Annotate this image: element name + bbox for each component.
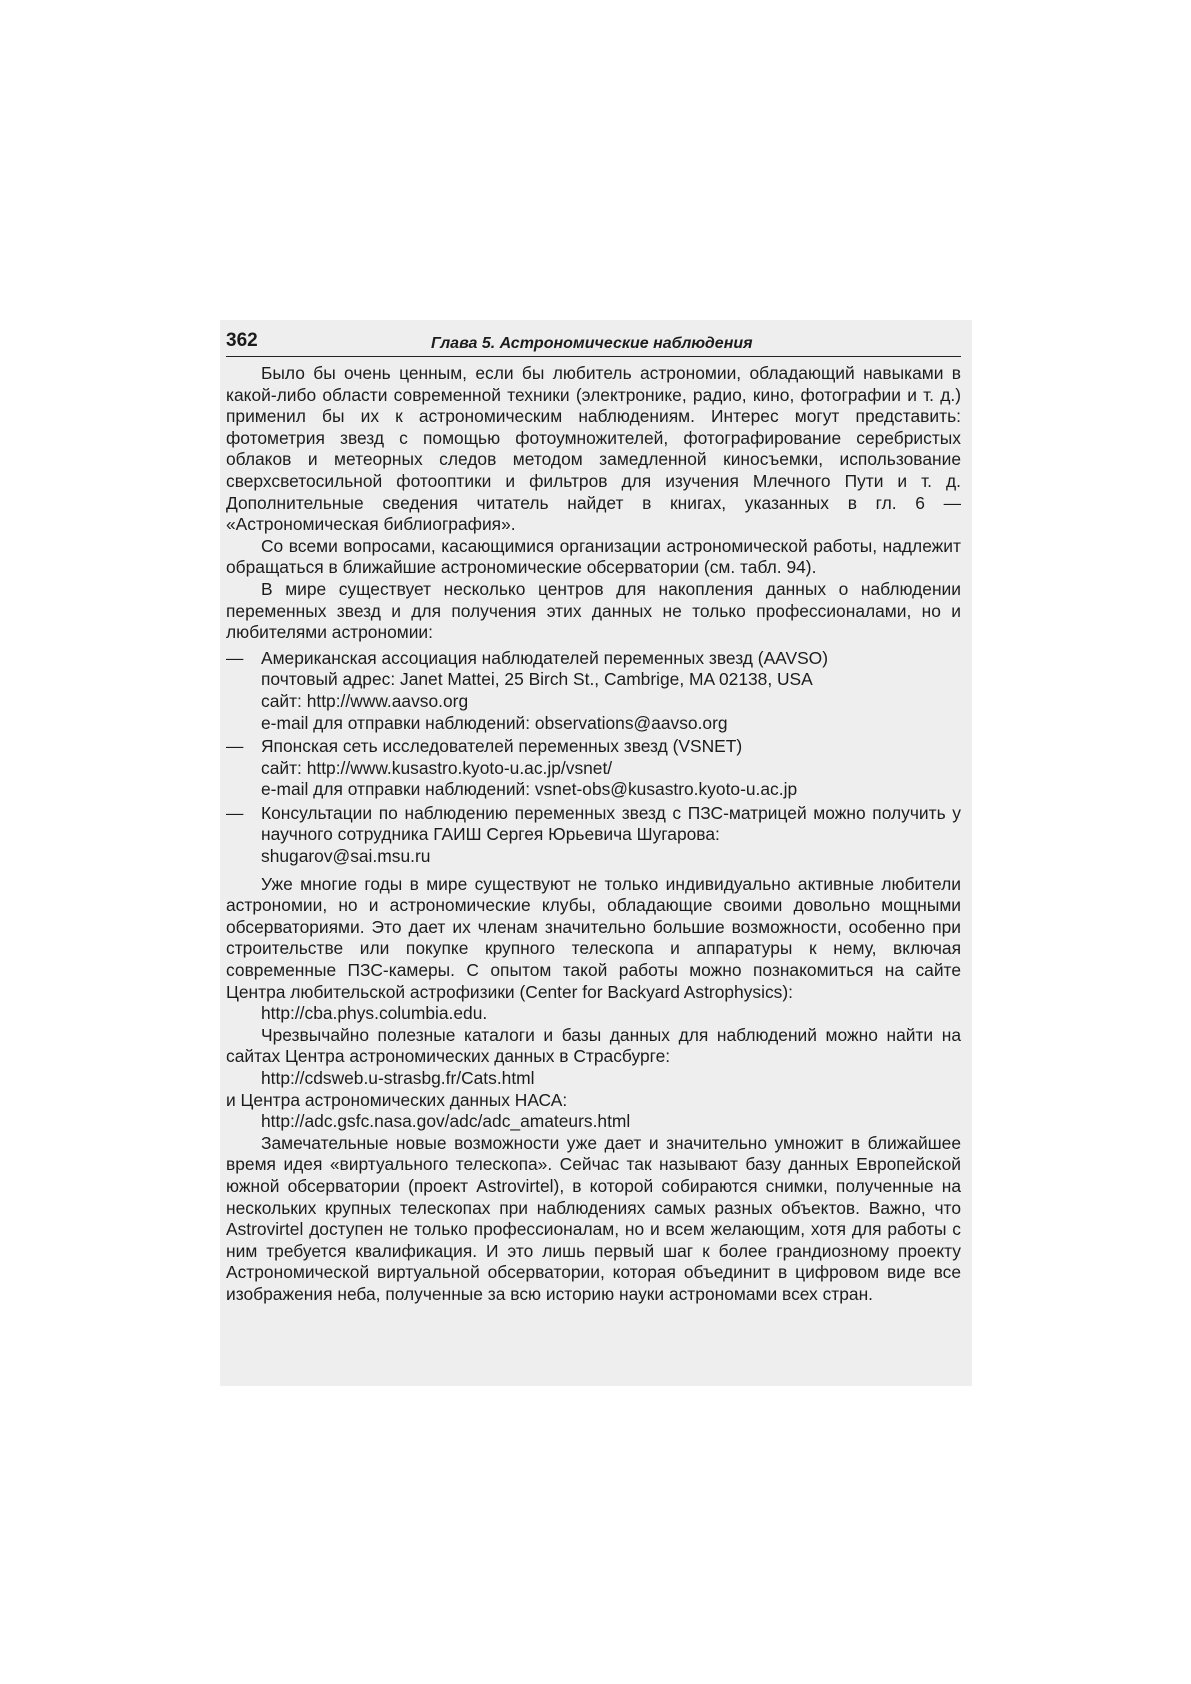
vsnet-email: e-mail для отправки наблюдений: vsnet-obs@kusastro.kyoto-u.ac.jp [261, 779, 798, 800]
url-cba: http://cba.phys.columbia.edu. [261, 1003, 488, 1024]
vsnet-name: Японская сеть исследователей переменных звезд (VSNET) [261, 736, 743, 757]
paragraph-6: и Центра астрономических данных НАСА: [226, 1089, 568, 1110]
vsnet-site: сайт: http://www.kusastro.kyoto-u.ac.jp/vsnet/ [261, 757, 613, 778]
url-cds: http://cdsweb.u-strasbg.fr/Cats.html [261, 1068, 535, 1088]
consultation-text: Консультации по наблюдению переменных звезд с ПЗС-матрицей можно получить у научного сотрудника ГАИШ Сергея Юрьевича Шугарова: [261, 802, 961, 845]
paragraph-1: Было бы очень ценным, если бы любитель астрономии, обладающий навыками в какой-либо области современной техники (электронике, радио, кино, фотографии и т. д.) применил бы их к астрономическим наблюдениям. Интерес могут представить: фотометрия звезд с помощью фотоумножителей, фотографирование серебристых облаков и метеорных следов методом замедленной киносъемки, использование сверхсветосильной фотооптики и фильтров для изучения Млечного Пути и т. д. Дополнительные сведения читатель найдет в книгах, указанных в гл. 6 — «Астрономическая библиография». [226, 363, 961, 535]
paragraph-2: Со всеми вопросами, касающимися организации астрономической работы, надлежит обращаться в ближайшие астрономические обсерватории (см. табл. 94). [226, 535, 961, 578]
paragraph-5: Чрезвычайно полезные каталоги и базы данных для наблюдений можно найти на сайтах Центра астрономических данных в Страсбурге: [226, 1024, 961, 1067]
running-title: Глава 5. Астрономические наблюдения [431, 335, 753, 352]
aavso-address: почтовый адрес: Janet Mattei, 25 Birch St., Cambrige, MA 02138, USA [261, 669, 813, 690]
aavso-site: сайт: http://www.aavso.org [261, 690, 469, 711]
paragraph-3: В мире существует несколько центров для накопления данных о наблюдении переменных звезд и для получения этих данных не только профессионалами, но и любителями астрономии: [226, 578, 961, 643]
list-item-vsnet [226, 736, 961, 801]
aavso-name: Американская ассоциация наблюдателей переменных звезд (AAVSO) [261, 647, 829, 668]
page-header [226, 330, 961, 357]
observer-centers-list [226, 648, 961, 868]
aavso-email: e-mail для отправки наблюдений: observations@aavso.org [261, 712, 728, 733]
book-page [226, 330, 961, 1306]
list-item-consultation [226, 803, 961, 868]
list-dash: — [226, 647, 244, 668]
list-dash: — [226, 736, 244, 757]
page-number: 362 [226, 330, 258, 351]
list-item-aavso [226, 648, 961, 734]
paragraph-7: Замечательные новые возможности уже дает и значительно умножит в ближайшее время идея «виртуального телескопа». Сейчас так называют базу данных Европейской южной обсерватории (проект Astrovirtel), в которой собираются снимки, полученные на нескольких крупных телескопах при наблюдениях самых разных объектов. Важно, что Astrovirtel доступен не только профессионалам, но и всем желающим, хотя для работы с ним требуется квалификация. И это лишь первый шаг к более грандиозному проекту Астрономической виртуальной обсерватории, которая объединит в цифровом виде все изображения неба, полученные за всю историю науки астрономами всех стран. [226, 1132, 961, 1304]
paragraph-4: Уже многие годы в мире существуют не только индивидуально активные любители астрономии, но и астрономические клубы, обладающие своими довольно мощными обсерваториями. Это дает их членам значительно большие возможности, особенно при строительстве или покупке крупного телескопа и аппаратуры к нему, включая современные ПЗС-камеры. С опытом такой работы можно познакомиться на сайте Центра любительской астрофизики (Center for Backyard Astrophysics): [226, 873, 961, 1002]
list-dash: — [226, 802, 244, 823]
url-nasa: http://adc.gsfc.nasa.gov/adc/adc_amateurs.html [261, 1111, 631, 1132]
consultation-email: shugarov@sai.msu.ru [261, 846, 431, 867]
